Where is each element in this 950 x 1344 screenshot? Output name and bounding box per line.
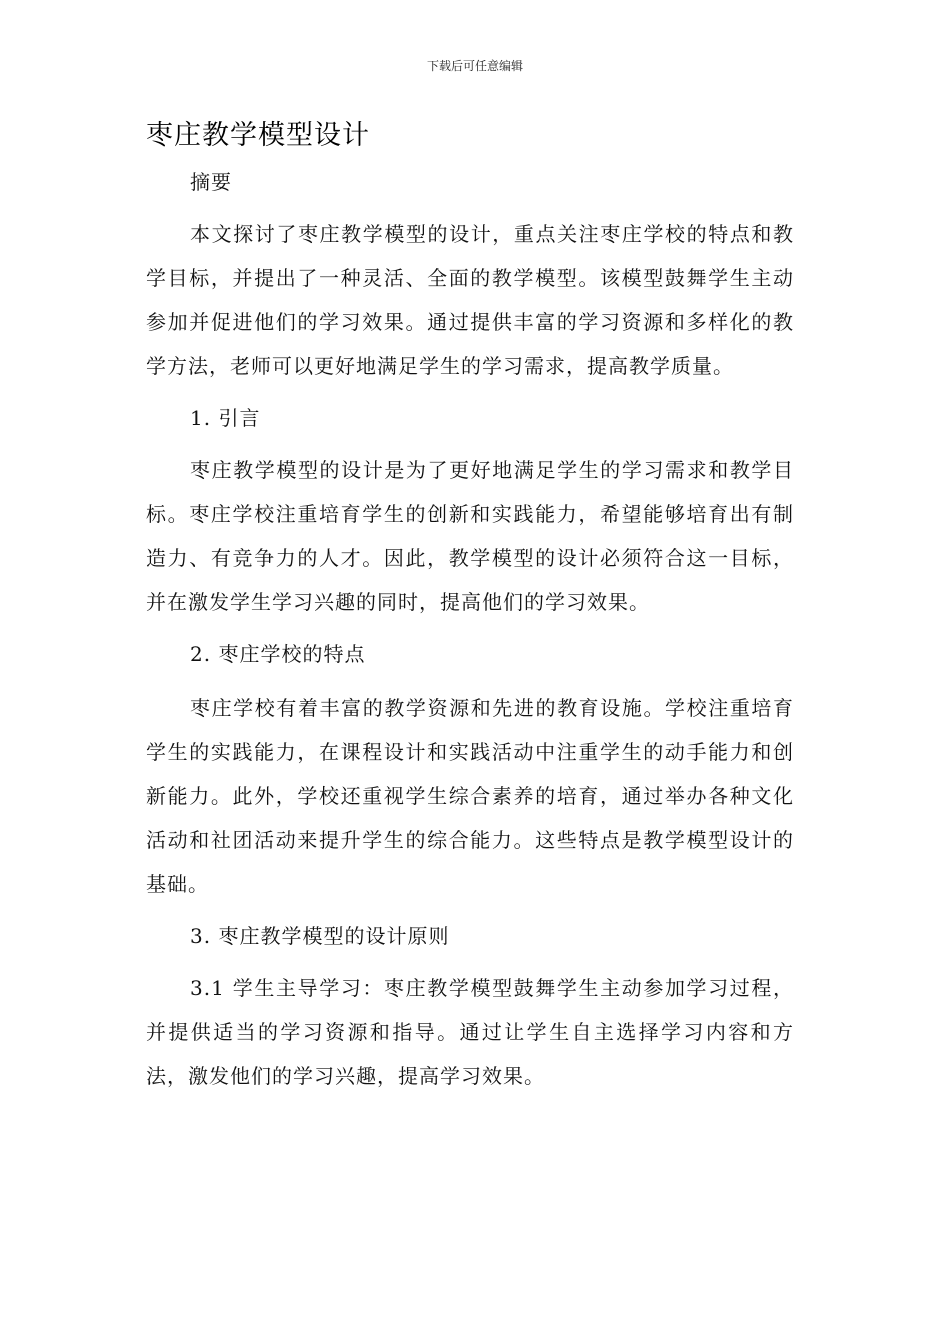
section-body-school-features: 枣庄学校有着丰富的教学资源和先进的教育设施。学校注重培育学生的实践能力，在课程设计和实践活动中注重学生的动手能力和创新能力。此外，学校还重视学生综合素养的培育，通过举办各种文化活动和社团活动来提升学生的综合能力。这些特点是教学模型设计的基础。 xyxy=(146,696,794,896)
section-heading-intro: 1. 引言 xyxy=(190,406,261,430)
section-heading-design-principles: 3. 枣庄教学模型的设计原则 xyxy=(190,924,450,948)
header-note: 下载后可任意编辑 xyxy=(426,59,523,73)
section-body-design-principles: 3.1 学生主导学习：枣庄教学模型鼓舞学生主动参加学习过程，并提供适当的学习资源和指导。通过让学生自主选择学习内容和方法，激发他们的学习兴趣，提高学习效果。 xyxy=(146,976,794,1088)
section-body-intro: 枣庄教学模型的设计是为了更好地满足学生的学习需求和教学目标。枣庄学校注重培育学生的创新和实践能力，希望能够培育出有制造力、有竞争力的人才。因此，教学模型的设计必须符合这一目标，并在激发学生学习兴趣的同时，提高他们的学习效果。 xyxy=(146,458,794,614)
abstract-body: 本文探讨了枣庄教学模型的设计，重点关注枣庄学校的特点和教学目标，并提出了一种灵活、全面的教学模型。该模型鼓舞学生主动参加并促进他们的学习效果。通过提供丰富的学习资源和多样化的教学方法，老师可以更好地满足学生的学习需求，提高教学质量。 xyxy=(146,222,794,378)
section-heading-school-features: 2. 枣庄学校的特点 xyxy=(190,642,366,666)
document-body xyxy=(146,112,794,1098)
document-title: 枣庄教学模型设计 xyxy=(146,120,370,151)
abstract-heading: 摘要 xyxy=(190,170,232,194)
